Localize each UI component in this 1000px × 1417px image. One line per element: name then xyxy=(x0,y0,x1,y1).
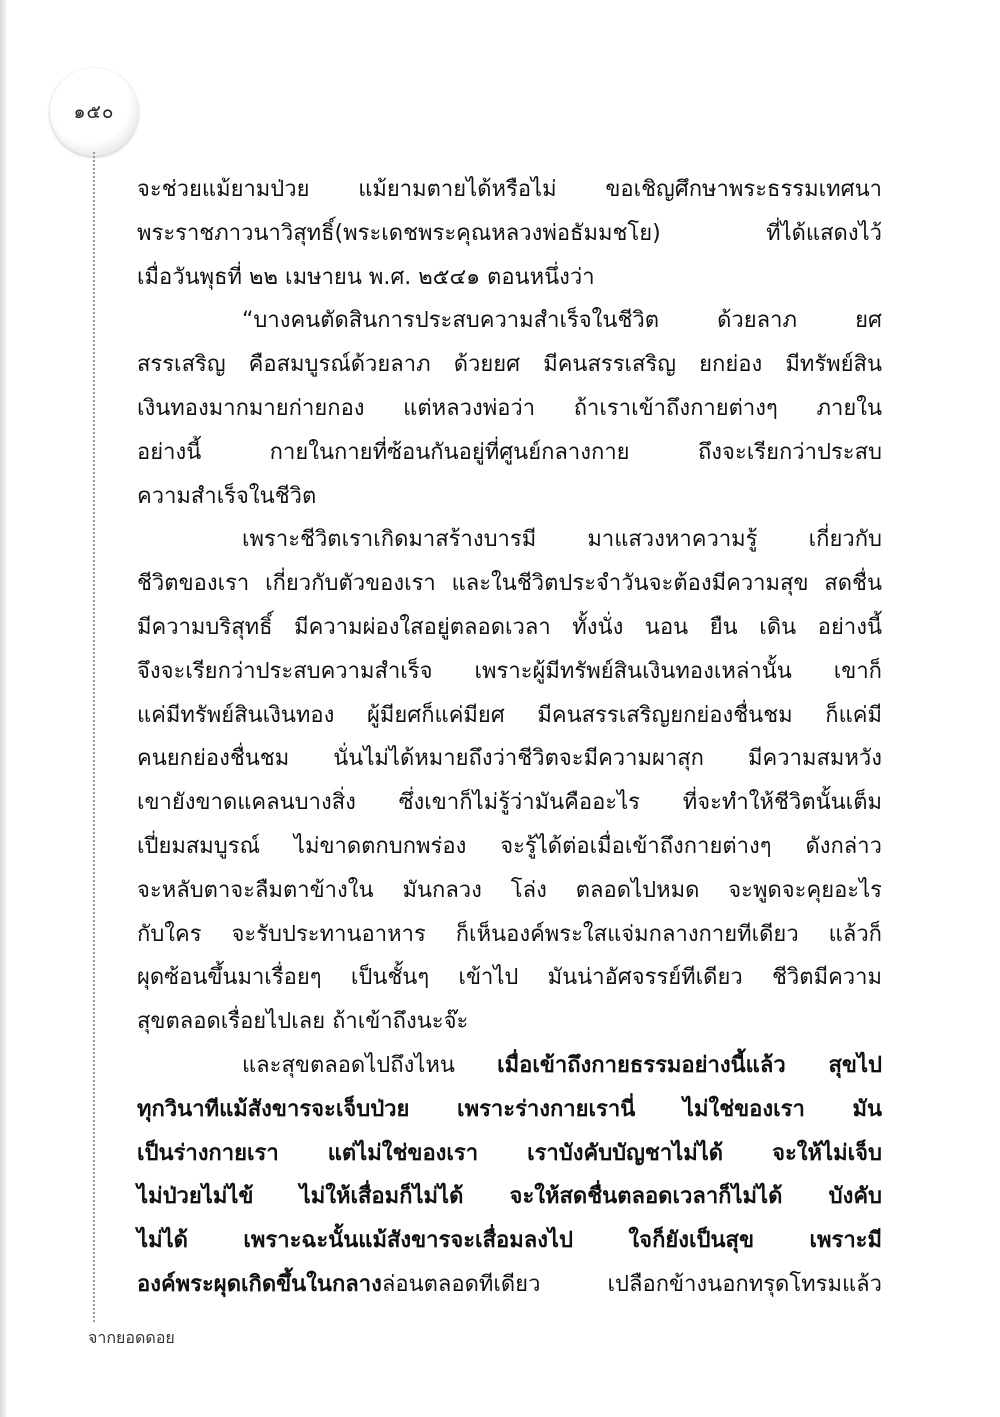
page-number: ๑๕๐ xyxy=(50,68,138,156)
text-line: มีความบริสุทธิ์ มีความผ่องใสอยู่ตลอดเวลา ทั้งนั่ง นอน ยืน เดิน อย่างนี้ xyxy=(137,614,882,640)
text-line: ชีวิตของเรา เกี่ยวกับตัวของเรา และในชีวิตประจำวันจะต้องมีความสุข สดชื่น xyxy=(137,571,882,597)
text-bold: เมื่อเข้าถึงกายธรรมอย่างนี้แล้ว สุขไป xyxy=(497,1052,882,1078)
footer-book-title: จากยอดดอย xyxy=(88,1328,175,1347)
page-edge xyxy=(0,0,6,1417)
margin-dotted-rule xyxy=(93,152,95,1322)
text-line: สรรเสริญ คือสมบูรณ์ด้วยลาภ ด้วยยศ มีคนสรรเสริญ ยกย่อง มีทรัพย์สิน xyxy=(137,352,882,378)
text-line: ผุดซ้อนขึ้นมาเรื่อยๆ เป็นชั้นๆ เข้าไป มันน่าอัศจรรย์ทีเดียว ชีวิตมีความ xyxy=(137,965,882,991)
text-line: คนยกย่องชื่นชม นั่นไม่ได้หมายถึงว่าชีวิตจะมีความผาสุก มีความสมหวัง xyxy=(137,746,882,772)
body-text xyxy=(137,168,882,1307)
text-line xyxy=(137,1263,882,1307)
text-line: แค่มีทรัพย์สินเงินทอง ผู้มียศก็แค่มียศ มีคนสรรเสริญยกย่องชื่นชม ก็แค่มี xyxy=(137,702,882,728)
text-line: พระราชภาวนาวิสุทธิ์(พระเดชพระคุณหลวงพ่อธัมมชโย) ที่ได้แสดงไว้ xyxy=(137,220,882,246)
text-bold: องค์พระผุดเกิดขึ้นในกลาง xyxy=(137,1271,382,1297)
text-line: เปี่ยมสมบูรณ์ ไม่ขาดตกบกพร่อง จะรู้ได้ต่อเมื่อเข้าถึงกายต่างๆ ดังกล่าว xyxy=(137,833,882,859)
text-line-bold: เป็นร่างกายเรา แต่ไม่ใช่ของเรา เราบังคับบัญชาไม่ได้ จะให้ไม่เจ็บ xyxy=(137,1140,882,1166)
text-line: กับใคร จะรับประทานอาหาร ก็เห็นองค์พระใสแจ่มกลางกายทีเดียว แล้วก็ xyxy=(137,921,882,947)
text-line-bold: ไม่ได้ เพราะฉะนั้นแม้สังขารจะเสื่อมลงไป ใจก็ยังเป็นสุข เพราะมี xyxy=(137,1228,882,1254)
text-normal: ล่อนตลอดทีเดียว เปลือกข้างนอกทรุดโทรมแล้ว xyxy=(381,1271,882,1297)
text-line: เมื่อวันพุธที่ ๒๒ เมษายน พ.ศ. ๒๕๔๑ ตอนหนึ่งว่า xyxy=(137,264,595,290)
text-line: จะหลับตาจะลืมตาข้างใน มันกลวง โล่ง ตลอดไปหมด จะพูดจะคุยอะไร xyxy=(137,877,882,903)
text-line-bold: ทุกวินาทีแม้สังขารจะเจ็บป่วย เพราะร่างกายเรานี่ ไม่ใช่ของเรา มัน xyxy=(137,1096,882,1122)
text-line: เพราะชีวิตเราเกิดมาสร้างบารมี มาแสวงหาความรู้ เกี่ยวกับ xyxy=(242,527,882,553)
text-line: “บางคนตัดสินการประสบความสำเร็จในชีวิต ด้วยลาภ ยศ xyxy=(242,308,882,334)
text-line-bold: ไม่ป่วยไม่ไข้ ไม่ให้เสื่อมก็ไม่ได้ จะให้สดชื่นตลอดเวลาก็ไม่ได้ บังคับ xyxy=(137,1184,882,1210)
text-line xyxy=(137,1044,882,1088)
text-line: เงินทองมากมายก่ายกอง แต่หลวงพ่อว่า ถ้าเราเข้าถึงกายต่างๆ ภายใน xyxy=(137,395,882,421)
text-line: อย่างนี้ กายในกายที่ซ้อนกันอยู่ที่ศูนย์กลางกาย ถึงจะเรียกว่าประสบ xyxy=(137,439,882,465)
text-line: เขายังขาดแคลนบางสิ่ง ซึ่งเขาก็ไม่รู้ว่ามันคืออะไร ที่จะทำให้ชีวิตนั้นเต็ม xyxy=(137,790,882,816)
text-line: ความสำเร็จในชีวิต xyxy=(137,483,317,509)
text-line: สุขตลอดเรื่อยไปเลย ถ้าเข้าถึงนะจ๊ะ xyxy=(137,1009,469,1035)
text-line: จึงจะเรียกว่าประสบความสำเร็จ เพราะผู้มีทรัพย์สินเงินทองเหล่านั้น เขาก็ xyxy=(137,658,882,684)
text-normal: และสุขตลอดไปถึงไหน xyxy=(242,1052,498,1078)
text-line: จะช่วยแม้ยามป่วย แม้ยามตายได้หรือไม่ ขอเชิญศึกษาพระธรรมเทศนา xyxy=(137,177,882,202)
